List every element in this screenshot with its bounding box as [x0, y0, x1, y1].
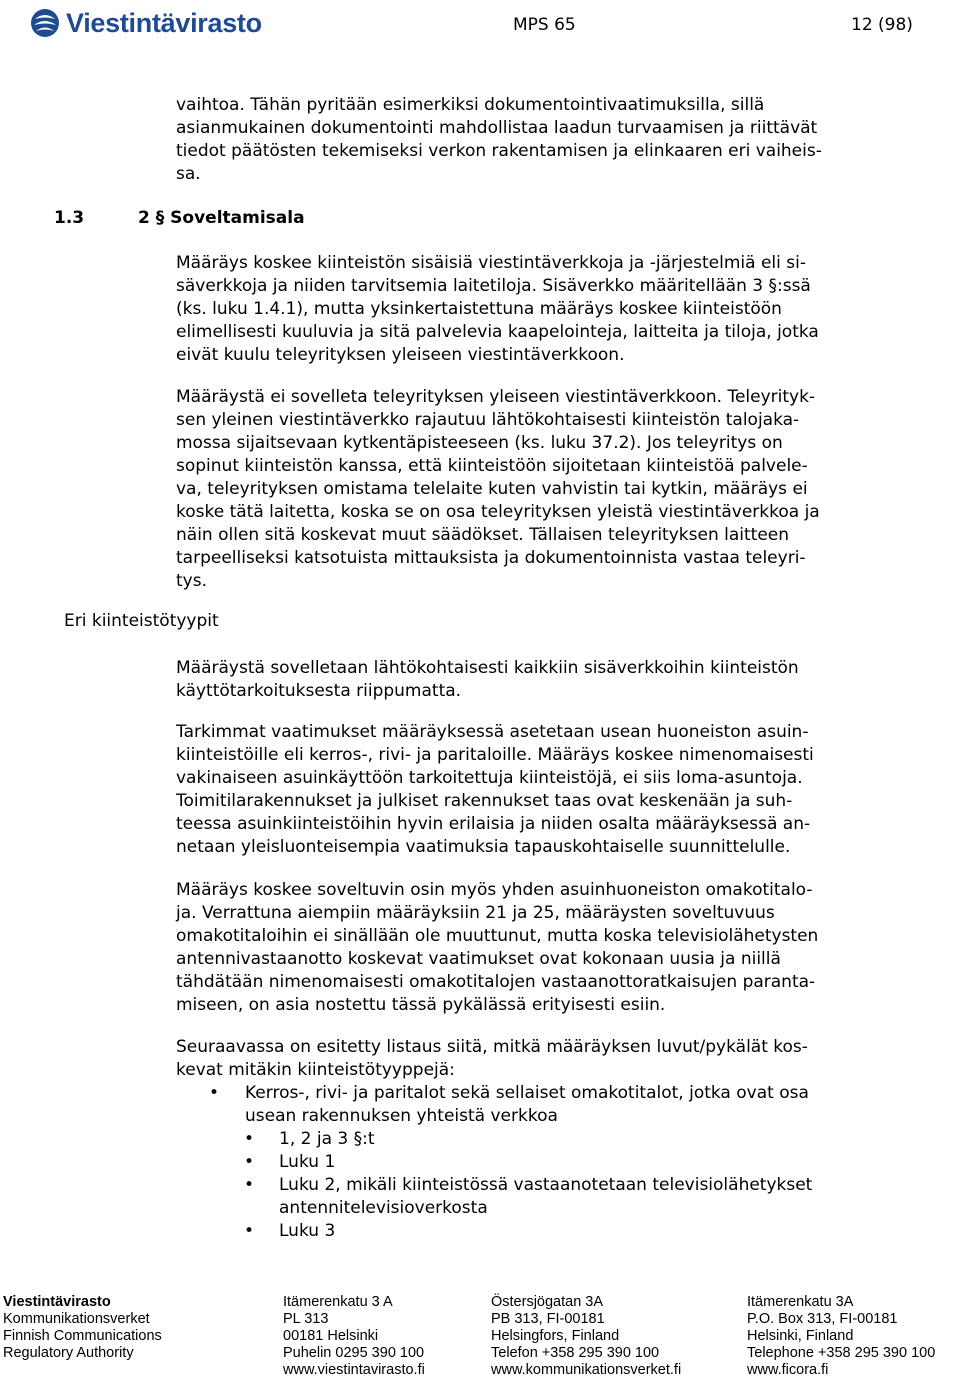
text-line: Määräys koskee kiinteistön sisäisiä viestintäverkkoja ja -järjestelmiä eli si- [176, 253, 806, 273]
text-line: vaihtoa. Tähän pyritään esimerkiksi dokumentointivaatimuksilla, sillä [176, 95, 765, 115]
footer-line: Kommunikationsverket [3, 1311, 150, 1327]
text-line: omakotitaloihin ei sinällään ole muuttunut, mutta koska televisiolähetysten [176, 926, 819, 946]
text-line: ja. Verrattuna aiempiin määräyksiin 21 ja 25, määräysten soveltuvuus [176, 903, 775, 923]
text-line: Määräystä ei sovelleta teleyrityksen yleiseen viestintäverkkoon. Teleyrityk- [176, 387, 816, 407]
text-line: Tarkimmat vaatimukset määräyksessä asetetaan usean huoneiston asuin- [176, 722, 809, 742]
bullet-icon: • [209, 1083, 220, 1103]
text-line: tähdätään nimenomaisesti omakotitalojen vastaanottoratkaisujen paranta- [176, 972, 816, 992]
bullet-icon: • [244, 1221, 255, 1241]
text-line: Toimitilarakennukset ja julkiset rakennukset taas ovat keskenään ja suh- [176, 791, 793, 811]
footer-line: Puhelin 0295 390 100 [283, 1345, 425, 1361]
footer-link[interactable]: www.ficora.fi [747, 1362, 829, 1378]
bullet-icon: • [244, 1175, 255, 1195]
text-line: Määräys koskee soveltuvin osin myös yhden asuinhuoneiston omakotitalo- [176, 880, 813, 900]
paragraph-scope [176, 252, 916, 367]
text-line: Määräystä sovelletaan lähtökohtaisesti kaikkiin sisäverkkoihin kiinteistön [176, 658, 799, 678]
property-type-list [176, 1082, 916, 1243]
text-line: säverkkoja ja niiden tarvitsemia laitetiloja. Sisäverkko määritellään 3 §:ssä [176, 276, 811, 296]
text-line: Kerros-, rivi- ja paritalot sekä sellaiset omakotitalot, jotka ovat osa [245, 1083, 809, 1103]
text-line: Luku 1 [279, 1152, 336, 1172]
paragraph-exclusion [176, 386, 916, 593]
text-line: sen yleinen viestintäverkko rajautuu lähtökohtaisesti kiinteistön talojaka- [176, 410, 800, 430]
list-item [176, 1174, 916, 1220]
text-line: Seuraavassa on esitetty listaus siitä, mitkä määräyksen luvut/pykälät kos- [176, 1037, 808, 1057]
footer-line: Telefon +358 295 390 100 [491, 1345, 660, 1361]
text-line: va, teleyrityksen omistama telelaite kuten vahvistin tai kytkin, määräys ei [176, 479, 808, 499]
footer-line: 00181 Helsinki [283, 1328, 379, 1344]
footer-column-finnish [283, 1294, 425, 1379]
text-line: Luku 2, mikäli kiinteistössä vastaanotetaan televisiolähetykset [279, 1175, 813, 1195]
bullet-icon: • [244, 1152, 255, 1172]
paragraph-listing [176, 1036, 916, 1082]
text-line: mossa sijaitsevaan kytkentäpisteeseen (ks. luku 37.2). Jos teleyritys on [176, 433, 783, 453]
text-line: käyttötarkoituksesta riippumatta. [176, 681, 462, 701]
text-line: tarpeelliseksi katsotuista mittauksista ja dokumentoinnista vastaa teleyri- [176, 548, 806, 568]
list-item [176, 1128, 916, 1151]
text-line: sopinut kiinteistön kanssa, että kiinteistöön sijoitetaan kiinteistöä palvele- [176, 456, 808, 476]
text-line: antennitelevisioverkosta [279, 1198, 488, 1218]
paragraph-detached-houses [176, 879, 916, 1017]
text-line: tiedot päätösten tekemiseksi verkon rakentamisen ja elinkaaren eri vaiheis- [176, 141, 822, 161]
text-line: elimellisesti kuuluvia ja sitä palvelevia kaapelointeja, laitteita ja tiloja, jotka [176, 322, 819, 342]
logo-emblem-icon [30, 7, 60, 39]
footer-line: Helsinki, Finland [747, 1328, 854, 1344]
margin-note: Eri kiinteistötyypit [64, 611, 219, 631]
text-line: tys. [176, 571, 207, 591]
section-number: 1.3 [54, 208, 85, 228]
footer-line: Helsingfors, Finland [491, 1328, 620, 1344]
page-number: 12 (98) [851, 15, 913, 35]
list-item [176, 1151, 916, 1174]
footer-link[interactable]: www.kommunikationsverket.fi [491, 1362, 682, 1378]
text-line: sa. [176, 164, 201, 184]
text-line: 1, 2 ja 3 §:t [279, 1129, 375, 1149]
text-line: usean rakennuksen yhteistä verkkoa [245, 1106, 558, 1126]
section-title: 2 § Soveltamisala [138, 208, 305, 228]
text-line: (ks. luku 1.4.1), mutta yksinkertaistettuna määräys koskee kiinteistöön [176, 299, 782, 319]
text-line: vakinaiseen asuinkäyttöön tarkoitettuja kiinteistöjä, ei siis loma-asuntoja. [176, 768, 803, 788]
text-line: Luku 3 [279, 1221, 336, 1241]
paragraph-intro [176, 94, 916, 186]
footer-line: Viestintävirasto [3, 1294, 111, 1310]
text-line: antennivastaanotto koskevat vaatimukset ovat kokonaan uusia ja niillä [176, 949, 781, 969]
text-line: netaan yleisluonteisempia vaatimuksia tapauskohtaiselle suunnittelulle. [176, 837, 791, 857]
footer-line: Regulatory Authority [3, 1345, 134, 1361]
footer-line: Telephone +358 295 390 100 [747, 1345, 936, 1361]
text-line: kiinteistöille eli kerros-, rivi- ja paritaloille. Määräys koskee nimenomaisesti [176, 745, 814, 765]
logo-text: Viestintävirasto [66, 7, 262, 38]
footer-column-english [747, 1294, 935, 1379]
document-id: MPS 65 [513, 15, 576, 35]
footer-line: P.O. Box 313, FI-00181 [747, 1311, 898, 1327]
agency-logo [30, 6, 262, 40]
footer-line: Itämerenkatu 3A [747, 1294, 854, 1310]
text-line: asianmukainen dokumentointi mahdollistaa laadun turvaamisen ja riittävät [176, 118, 818, 138]
footer-column-agency [3, 1294, 162, 1362]
paragraph-requirements [176, 721, 916, 859]
text-line: miseen, on asia nostettu tässä pykälässä erityisesti esiin. [176, 995, 666, 1015]
footer-line: Östersjögatan 3A [491, 1294, 604, 1310]
footer-line: Itämerenkatu 3 A [283, 1294, 393, 1310]
list-item [176, 1220, 916, 1243]
footer-line: Finnish Communications [3, 1328, 162, 1344]
footer-line: PB 313, FI-00181 [491, 1311, 605, 1327]
text-line: näin ollen sitä koskevat muut säädökset. Tällaisen teleyrityksen laitteen [176, 525, 790, 545]
paragraph-application [176, 657, 916, 703]
text-line: kevat mitäkin kiinteistötyyppejä: [176, 1060, 455, 1080]
bullet-icon: • [244, 1129, 255, 1149]
footer-column-swedish [491, 1294, 681, 1379]
text-line: eivät kuulu teleyrityksen yleiseen viestintäverkkoon. [176, 345, 625, 365]
text-line: koske tätä laitetta, koska se on osa teleyrityksen yleistä viestintäverkkoa ja [176, 502, 820, 522]
footer-link[interactable]: www.viestintavirasto.fi [283, 1362, 425, 1378]
text-line: teessa asuinkiinteistöihin hyvin erilaisia ja niiden osalta määräyksessä an- [176, 814, 811, 834]
list-item [176, 1082, 916, 1243]
footer-line: PL 313 [283, 1311, 329, 1327]
